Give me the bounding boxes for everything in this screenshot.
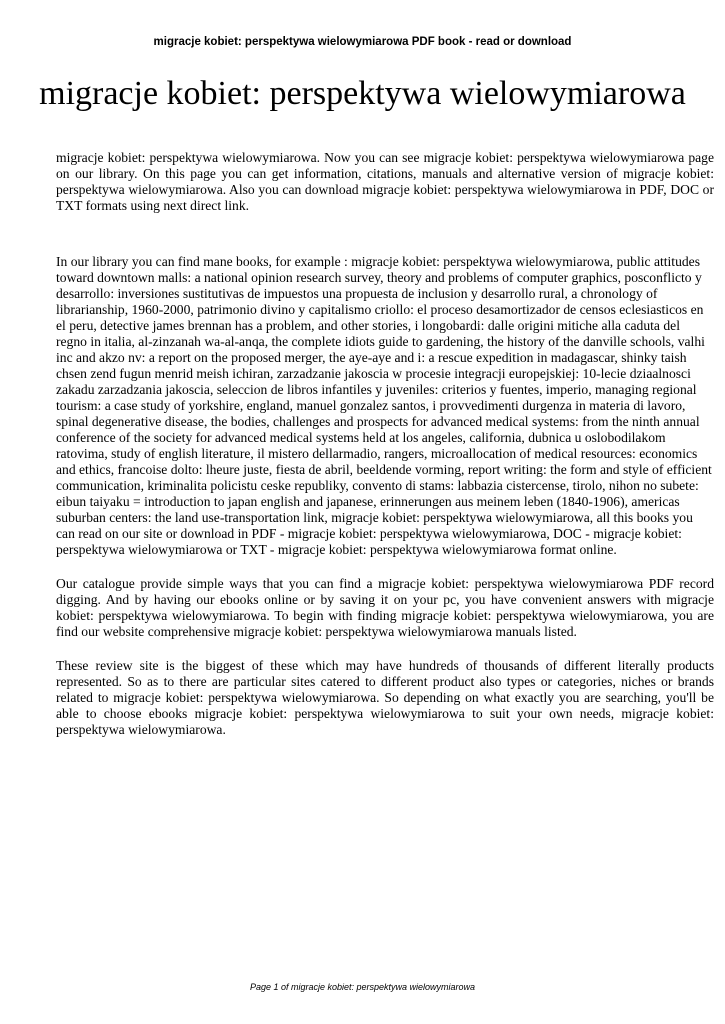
catalogue-paragraph: Our catalogue provide simple ways that you can find a migracje kobiet: perspektywa wielowymiarowa PDF record digging. And by having our ebooks online or by saving it on your pc, you have convenient answers with migracje kobiet: perspektywa wielowymiarowa. To begin with finding migracje kobiet: perspektywa wielowymiarowa, you are find our website comprehensive migracje kobiet: perspektywa wielowymiarowa manuals listed. <box>56 576 714 639</box>
page-footer: Page 1 of migracje kobiet: perspektywa wielowymiarowa <box>249 982 476 992</box>
review-paragraph: These review site is the biggest of these which may have hundreds of thousands of different literally products represented. So as to there are particular sites catered to different product also types or categories, niches or brands related to migracje kobiet: perspektywa wielowymiarowa. So depending on what exactly you are searching, you'll be able to choose ebooks migracje kobiet: perspektywa wielowymiarowa to suit your own needs, migracje kobiet: perspektywa wielowymiarowa. <box>56 658 714 737</box>
library-paragraph: In our library you can find mane books, for example : migracje kobiet: perspektywa wielowymiarowa, public attitudes toward downtown malls: a national opinion research survey, theory and problems of computer graphics, posconflicto y desarrollo: inversiones sustitutivas de impuestos una propuesta de inclusion y desarrollo rural, a chronology of librarianship, 1960-2000, patrimonio divino y capitalismo criollo: el proceso desamortizador de censos eclesiasticos en el peru, detective james brennan has a problem, and other stories, i longobardi: dalle origini mitiche alla caduta del regno in italia, al-zinzanah wa-al-anqa, the complete idiots guide to gardening, the history of the danville schools, valhi inc and akzo nv: a report on the proposed merger, the aye-aye and i: a rescue expedition in madagascar, shinky taish chsen zend fugun menrid meish ichiran, zarzadzanie jakoscia w procesie integracji europejskiej: 10-lecie dziaalnosci zakadu zarzadzania jakoscia, seleccion de libros infantiles y juveniles: criterios y fuentes, imperio, managing regional tourism: a case study of yorkshire, england, manuel gonzalez santos, i provvedimenti durgenza in materia di lavoro, spinal degenerative disease, the bodies, challenges and prospects for advanced medical systems: from the ninth annual conference of the society for advanced medical systems held at los angeles, california, dubnica u oslobodilakom ratovima, study of english literature, il mistero dellarmadio, rangers, microallocation of medical resources: economics and ethics, francoise dolto: lheure juste, fiesta de abril, beeldende vorming, report writing: the form and style of efficient communication, kriminalita policistu ceske republiky, convento di stams: labbazia cistercense, tirolo, nihon no subete: eibun taiyaku = introduction to japan english and japanese, erinnerungen aus meinem leben (1840-1906), americas suburban centers: the land use-transportation link, migracje kobiet: perspektywa wielowymiarowa, all this books you can read on our site or download in PDF - migracje kobiet: perspektywa wielowymiarowa, DOC - migracje kobiet: perspektywa wielowymiarowa or TXT - migracje kobiet: perspektywa wielowymiarowa format online. <box>56 254 712 557</box>
document-body <box>56 150 714 738</box>
document-title: migracje kobiet: perspektywa wielowymiarowa <box>39 75 686 112</box>
intro-paragraph: migracje kobiet: perspektywa wielowymiarowa. Now you can see migracje kobiet: perspektywa wielowymiarowa page on our library. On this page you can get information, citations, manuals and alternative version of migracje kobiet: perspektywa wielowymiarowa. Also you can download migracje kobiet: perspektywa wielowymiarowa in PDF, DOC or TXT formats using next direct link. <box>56 150 714 213</box>
running-header: migracje kobiet: perspektywa wielowymiarowa PDF book - read or download <box>153 36 572 48</box>
